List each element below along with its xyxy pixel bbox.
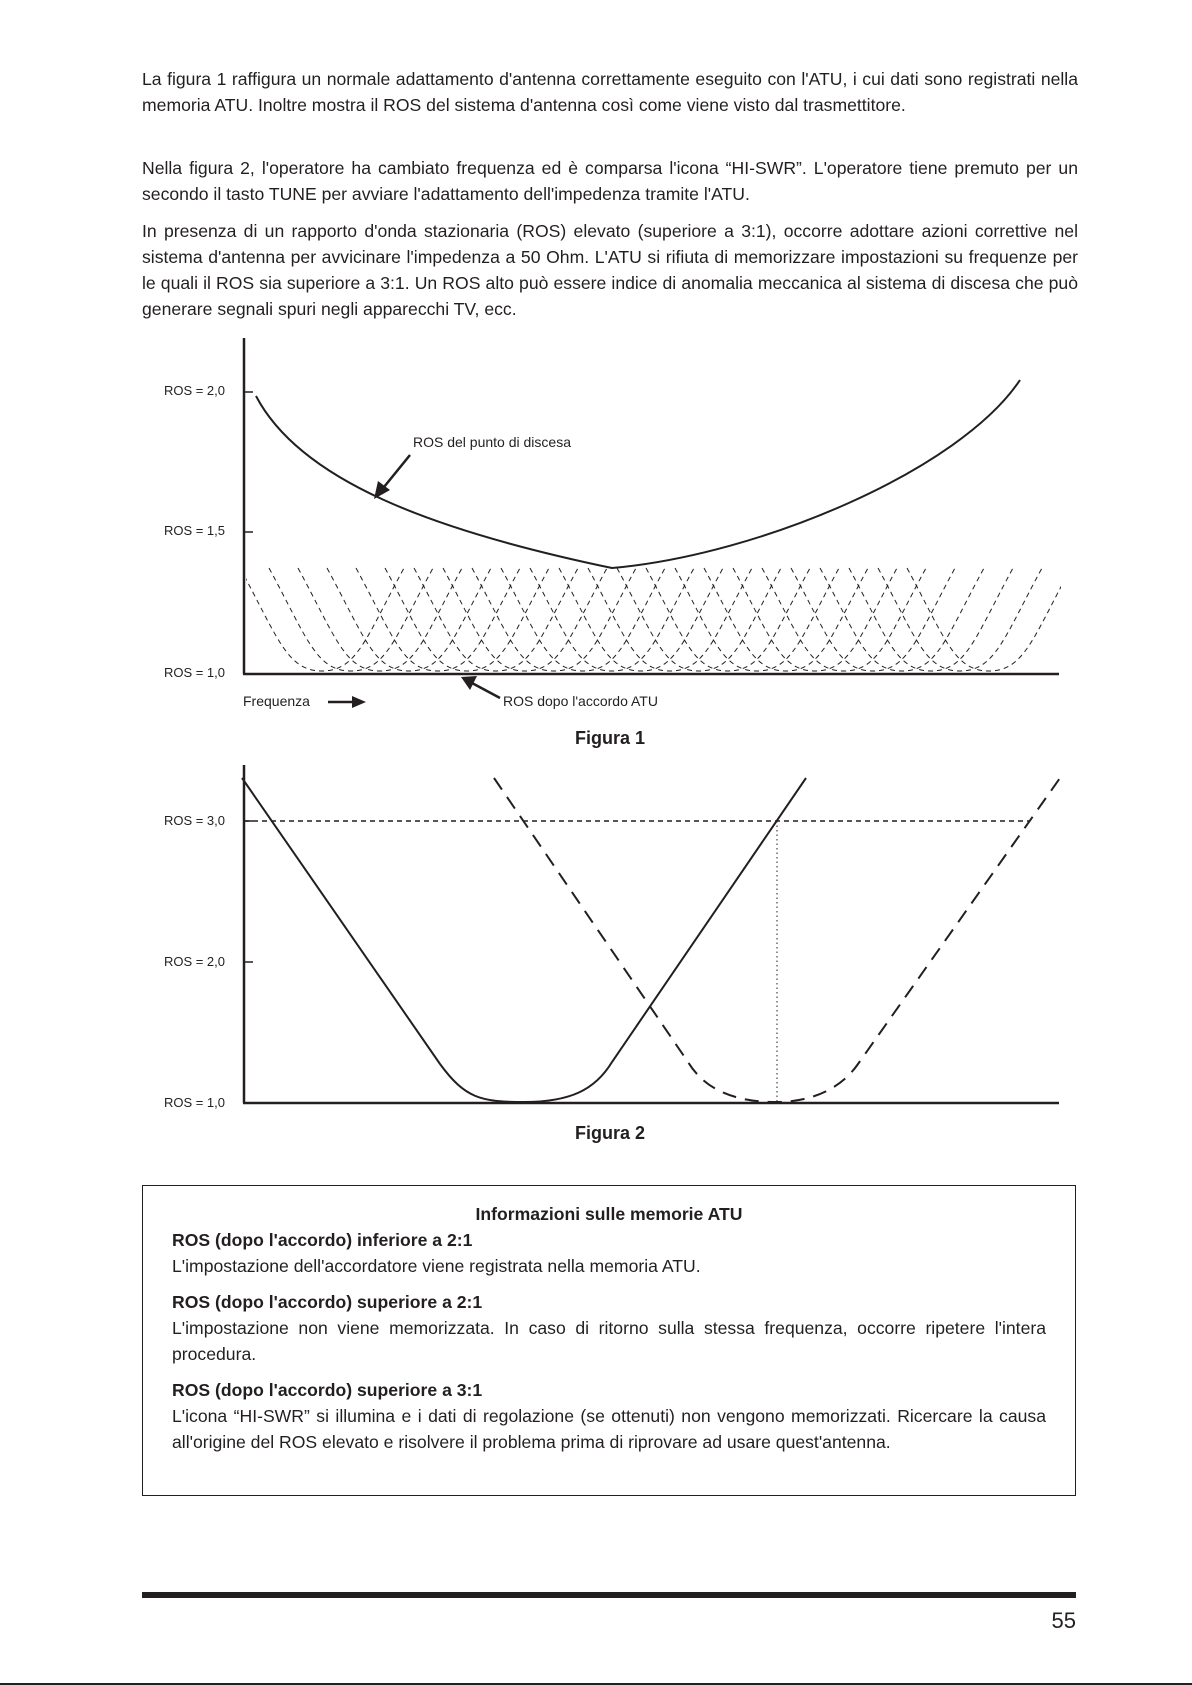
fig1-tuned-curve (704, 568, 868, 671)
figure-2-diagram (0, 760, 1192, 1110)
info-item-body: L'impostazione dell'accordatore viene registrata nella memoria ATU. (172, 1256, 701, 1276)
fig1-annotation-upper: ROS del punto di discesa (413, 434, 571, 450)
atu-memory-info-box (142, 1185, 1076, 1496)
fig1-arrow-frequency (328, 696, 366, 708)
info-item-heading: ROS (dopo l'accordo) inferiore a 2:1 (172, 1230, 473, 1250)
fig1-tuned-curve (617, 568, 781, 671)
intro-paragraph-1: La figura 1 raffigura un normale adattamento d'antenna correttamente eseguito con l'ATU, i cui dati sono registrati nella memoria ATU. Inoltre mostra il ROS del sistema d'antenna così come viene visto dal trasmettitore. (142, 69, 1078, 115)
fig1-tuned-curve (791, 568, 955, 671)
fig1-ytick-label-1: ROS = 1,0 (163, 665, 225, 680)
info-item-body: L'impostazione non viene memorizzata. In caso di ritorno sulla stessa frequenza, occorre ripetere l'intera procedura. (172, 1318, 1046, 1364)
fig1-tuned-curve (240, 568, 404, 671)
intro-paragraph-2: Nella figura 2, l'operatore ha cambiato frequenza ed è comparsa l'icona “HI-SWR”. L'operatore tiene premuto per un secondo il tasto TUNE per avviare l'adattamento dell'impedenza tramite l'ATU. (142, 158, 1078, 204)
info-item-heading: ROS (dopo l'accordo) superiore a 2:1 (172, 1292, 483, 1312)
fig1-tuned-curve (559, 568, 723, 671)
fig1-arrow-upper (374, 455, 410, 499)
fig1-annotation-lower: ROS dopo l'accordo ATU (503, 693, 658, 709)
fig2-original-swr-curve (242, 778, 806, 1102)
fig1-tuned-curve (414, 568, 578, 671)
fig2-ytick-label-3: ROS = 3,0 (163, 813, 225, 828)
fig1-tuned-curve (588, 568, 752, 671)
fig1-tuned-curve (878, 568, 1042, 671)
fig1-tuned-curve (733, 568, 897, 671)
figure-1-diagram (0, 320, 1192, 720)
figure-1-caption: Figura 1 (574, 728, 645, 748)
fig1-tuned-curve (762, 568, 926, 671)
fig1-tuned-curve (327, 568, 491, 671)
fig1-tuned-curve (385, 568, 549, 671)
fig1-tuned-curve (646, 568, 810, 671)
fig2-ytick-label-2: ROS = 2,0 (163, 954, 225, 969)
info-box-title: Informazioni sulle memorie ATU (475, 1204, 743, 1224)
fig1-tuned-curve (530, 568, 694, 671)
fig1-ytick-label-2: ROS = 2,0 (163, 383, 225, 398)
fig1-tuned-curve (849, 568, 1013, 671)
fig1-feedpoint-swr-curve (256, 380, 1020, 568)
fig1-x-label: Frequenza (243, 693, 310, 709)
fig1-tuned-curve (820, 568, 984, 671)
fig1-arrow-lower (461, 676, 500, 698)
fig1-tuned-curve (269, 568, 433, 671)
fig1-tuned-curve (443, 568, 607, 671)
page-number: 55 (1051, 1608, 1076, 1633)
fig1-tuned-curve (298, 568, 462, 671)
intro-paragraph-3: In presenza di un rapporto d'onda stazionaria (ROS) elevato (superiore a 3:1), occorre adottare azioni correttive nel sistema d'antenna per avvicinare l'impedenza a 50 Ohm. L'ATU si rifiuta di memorizzare impostazioni su frequenze per le quali il ROS sia superiore a 3:1. Un ROS alto può essere indice di anomalia meccanica al sistema di discesa che può generare segnali spuri negli apparecchi TV, ecc. (142, 221, 1078, 319)
fig1-tuned-curve (356, 568, 520, 671)
fig1-tuned-curve (907, 568, 1071, 671)
fig1-tuned-curve (501, 568, 665, 671)
info-item-body: L'icona “HI-SWR” si illumina e i dati di regolazione (se ottenuti) non vengono memorizzati. Ricercare la causa all'origine del ROS elevato e risolvere il problema prima di riprovare ad usare quest'antenna. (172, 1406, 1046, 1452)
fig2-ytick-label-1: ROS = 1,0 (163, 1095, 225, 1110)
fig1-ytick-label-1-5: ROS = 1,5 (163, 523, 225, 538)
figure-2-caption: Figura 2 (574, 1123, 645, 1143)
info-item-heading: ROS (dopo l'accordo) superiore a 3:1 (172, 1380, 483, 1400)
fig1-tuned-curves (240, 568, 1071, 671)
fig1-tuned-curve (675, 568, 839, 671)
fig1-tuned-curve (472, 568, 636, 671)
footer-rule (142, 1592, 1076, 1598)
